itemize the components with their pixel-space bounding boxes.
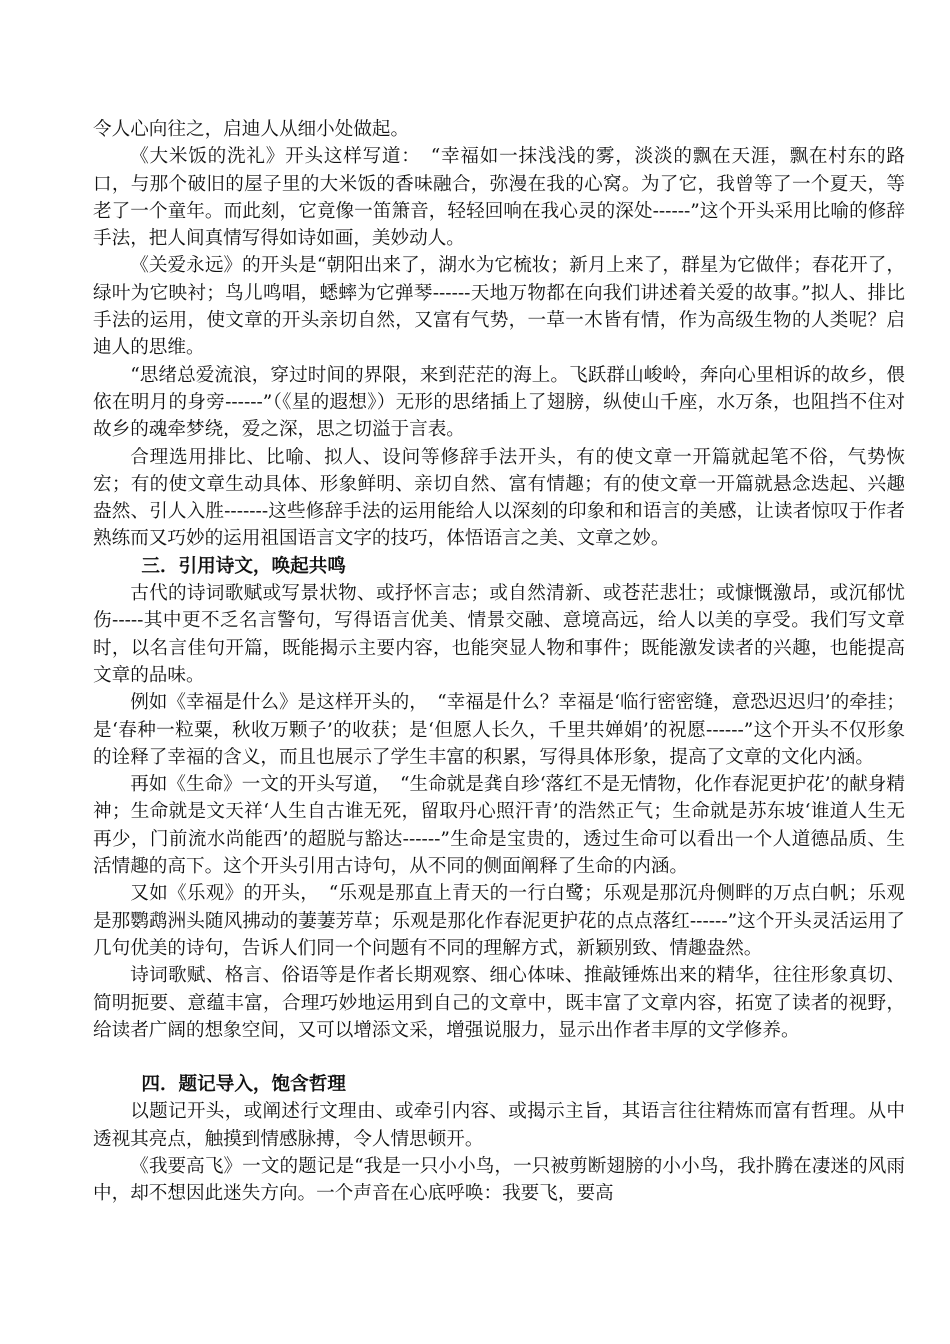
paragraph: 例如《幸福是什么》是这样开头的， “幸福是什么？幸福是‘临行密密缝，意恐迟迟归’的牵挂；是‘春种一粒粟，秋收万颗子’的收获；是‘但愿人长久，千里共婵娟’的祝愿------”这个开头不仅形象的诠释了幸福的含义，而且也展示了学生丰富的积累，写得具体形象，提高了文章的文化内涵。 xyxy=(93,692,905,768)
paragraph: 古代的诗词歌赋或写景状物、或抒怀言志；或自然清新、或苍茫悲壮；或慷慨激昂，或沉郁忧伤-----其中更不乏名言警句，写得语言优美、情景交融、意境高远，给人以美的享受。我们写文章时，以名言佳句开篇，既能揭示主要内容，也能突显人物和事件；既能激发读者的兴趣，也能提高文章的品味。 xyxy=(93,583,905,686)
paragraph: 再如《生命》一文的开头写道， “生命就是龚自珍‘落红不是无情物，化作春泥更护花’的献身精神；生命就是文天祥‘人生自古谁无死，留取丹心照汗青’的浩然正气；生命就是苏东坡‘谁道人生无再少，门前流水尚能西’的超脱与豁达------”生命是宝贵的，透过生命可以看出一个人道德品质、生活情趣的高下。这个开头引用古诗句，从不同的侧面阐释了生命的内涵。 xyxy=(93,774,905,878)
blank-line xyxy=(93,1044,905,1071)
paragraph: 以题记开头，或阐述行文理由、或牵引内容、或揭示主旨，其语言往往精炼而富有哲理。从中透视其亮点，触摸到情感脉搏，令人情思顿开。 xyxy=(93,1101,905,1150)
section-heading: 四．题记导入，饱含哲理 xyxy=(141,1074,346,1096)
paragraph: 《我要高飞》一文的题记是“我是一只小小鸟，一只被剪断翅膀的小小鸟，我扑腾在凄迷的风雨中，却不想因此迷失方向。一个声音在心底呼唤：我要飞，要高 xyxy=(93,1155,905,1205)
document-page xyxy=(93,116,905,1208)
paragraph: “思绪总爱流浪，穿过时间的界限，来到茫茫的海上。飞跃群山峻岭，奔向心里相诉的故乡，偎依在明月的身旁------”（《星的遐想》）无形的思绪插上了翅膀，纵使山千座，水万条，也阻挡不住对故乡的魂牵梦绕，爱之深，思之切溢于言表。 xyxy=(93,364,905,441)
paragraph: 令人心向往之，启迪人从细小处做起。 xyxy=(93,119,410,140)
section-heading: 三．引用诗文，唤起共鸣 xyxy=(141,555,346,577)
paragraph: 又如《乐观》的开头， “乐观是那直上青天的一行白鹭；乐观是那沉舟侧畔的万点白帆；乐观是那鹦鹉洲头随风拂动的萋萋芳草；乐观是那化作春泥更护花的点点落红------”这个开头灵活运用了几句优美的诗句，告诉人们同一个问题有不同的理解方式，新颖别致、情趣盎然。 xyxy=(93,883,905,959)
paragraph: 《关爱永远》的开头是“朝阳出来了，湖水为它梳妆；新月上来了，群星为它做伴；春花开了，绿叶为它映衬；鸟儿鸣唱，蟋蟀为它弹琴------天地万物都在向我们讲述着关爱的故事。”拟人、排比手法的运用，使文章的开头亲切自然，又富有气势，一草一木皆有情，作为高级生物的人类呢？启迪人的思维。 xyxy=(93,255,905,359)
paragraph: 合理选用排比、比喻、拟人、设问等修辞手法开头，有的使文章一开篇就起笔不俗，气势恢宏；有的使文章生动具体、形象鲜明、亲切自然、富有情趣；有的使文章一开篇就悬念迭起、兴趣盎然、引人入胜-------这些修辞手法的运用能给人以深刻的印象和和语言的美感，让读者惊叹于作者熟练而又巧妙的运用祖国语言文字的技巧，体悟语言之美、文章之妙。 xyxy=(93,446,905,550)
paragraph: 《大米饭的洗礼》开头这样写道： “幸福如一抹浅浅的雾，淡淡的飘在天涯，飘在村东的路口，与那个破旧的屋子里的大米饭的香味融合，弥漫在我的心窝。为了它，我曾等了一个夏天，等老了一个童年。而此刻，它竟像一笛箫音，轻轻回响在我心灵的深处------”这个开头采用比喻的修辞手法，把人间真情写得如诗如画，美妙动人。 xyxy=(93,146,905,250)
paragraph: 诗词歌赋、格言、俗语等是作者长期观察、细心体味、推敲锤炼出来的精华，往往形象真切、简明扼要、意蕴丰富，合理巧妙地运用到自己的文章中，既丰富了文章内容，拓宽了读者的视野，给读者广阔的想象空间，又可以增添文采，增强说服力，显示出作者丰厚的文学修养。 xyxy=(93,965,905,1041)
